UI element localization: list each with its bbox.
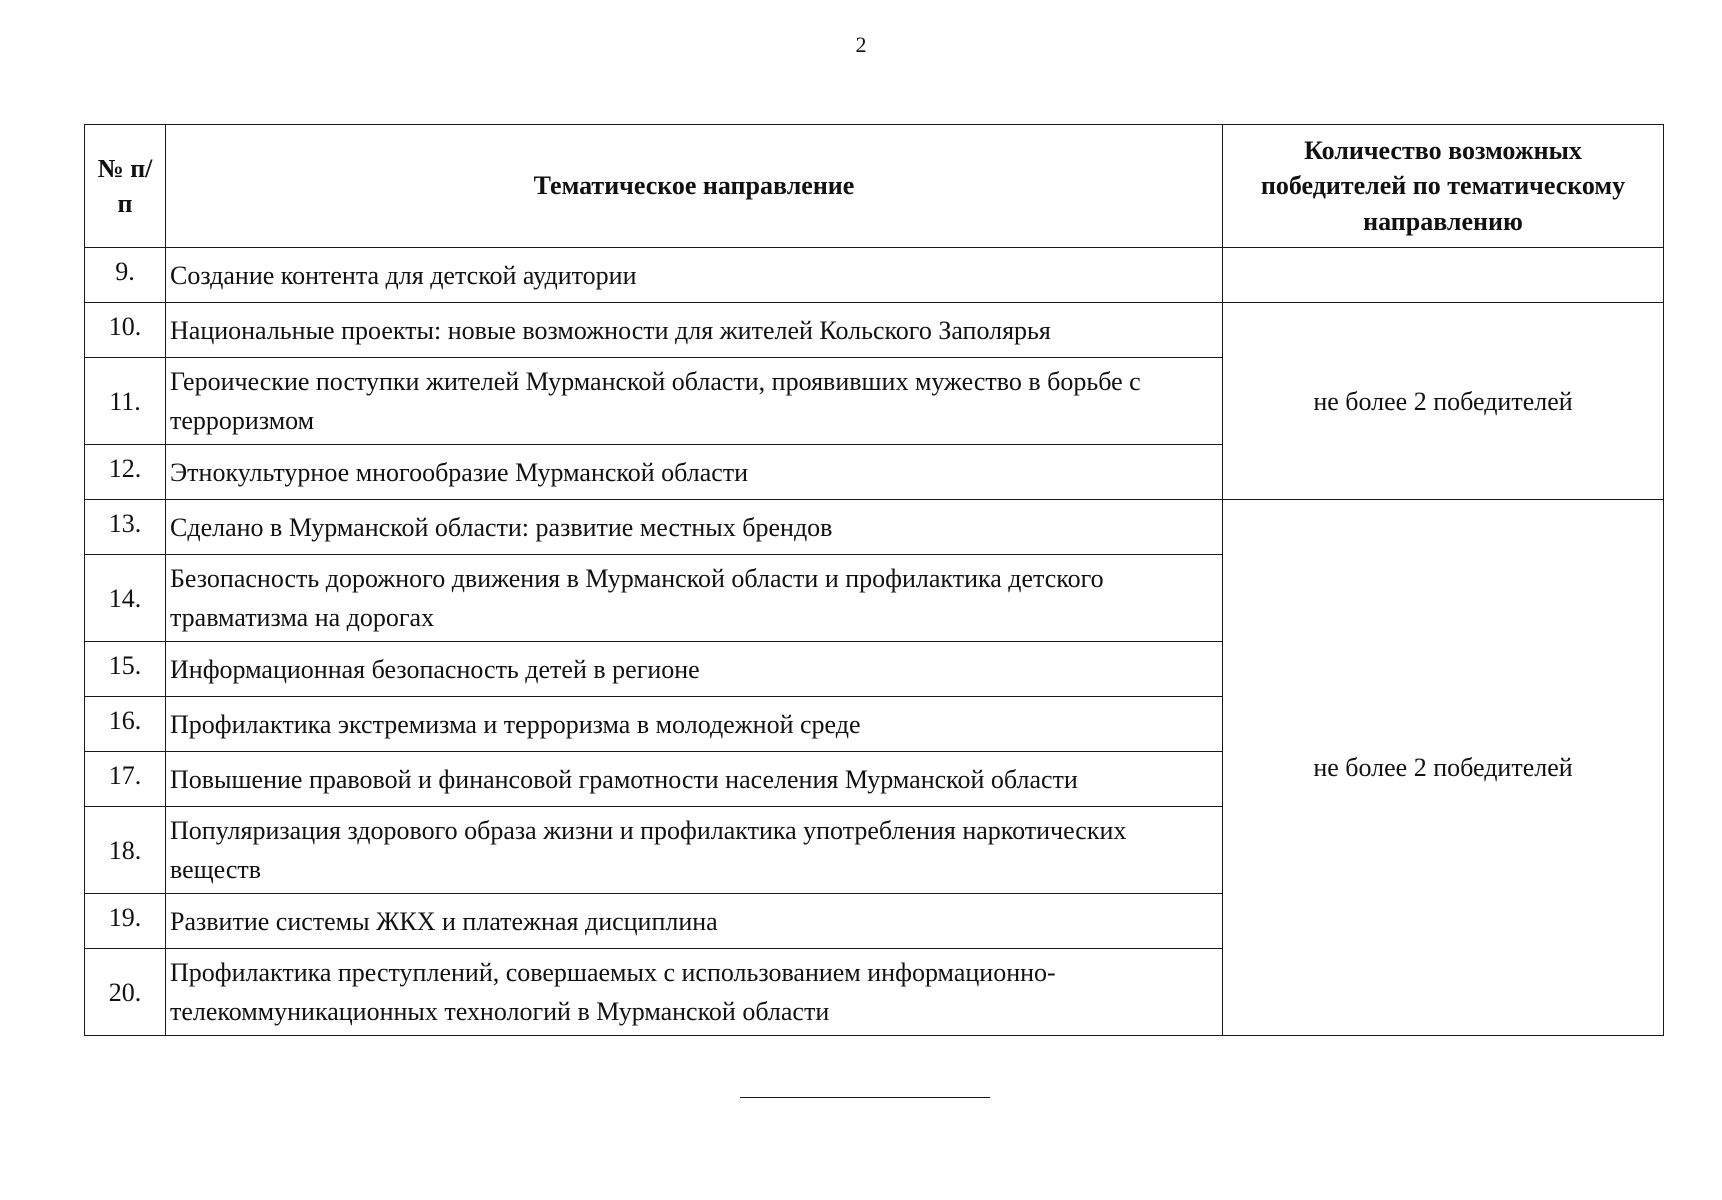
row-number: 17. — [85, 752, 166, 807]
row-topic: Популяризация здорового образа жизни и профилактика употребления наркотических веществ — [166, 807, 1223, 894]
row-number: 16. — [85, 697, 166, 752]
row-topic: Сделано в Мурманской области: развитие местных брендов — [166, 500, 1223, 555]
winners-count-cell: не более 2 победителей — [1223, 303, 1664, 500]
row-topic: Национальные проекты: новые возможности для жителей Кольского Заполярья — [166, 303, 1223, 358]
header-topic: Тематическое направление — [166, 125, 1223, 248]
header-number: № п/п — [85, 125, 166, 248]
table-row — [85, 248, 1664, 303]
row-number: 9. — [85, 248, 166, 303]
row-number: 13. — [85, 500, 166, 555]
row-number: 20. — [85, 949, 166, 1036]
row-topic: Создание контента для детской аудитории — [166, 248, 1223, 303]
row-number: 10. — [85, 303, 166, 358]
row-topic: Этнокультурное многообразие Мурманской области — [166, 445, 1223, 500]
page-number: 2 — [855, 32, 867, 57]
row-topic: Информационная безопасность детей в регионе — [166, 642, 1223, 697]
row-number: 14. — [85, 555, 166, 642]
row-topic: Профилактика преступлений, совершаемых с использованием информационно-телекоммуникационных технологий в Мурманской области — [166, 949, 1223, 1036]
table-header-row — [85, 125, 1664, 248]
row-topic: Профилактика экстремизма и терроризма в молодежной среде — [166, 697, 1223, 752]
row-number: 19. — [85, 894, 166, 949]
row-topic: Развитие системы ЖКХ и платежная дисциплина — [166, 894, 1223, 949]
row-topic: Безопасность дорожного движения в Мурманской области и профилактика детского травматизма на дорогах — [166, 555, 1223, 642]
table-row — [85, 303, 1664, 358]
table-row — [85, 500, 1664, 555]
row-topic: Героические поступки жителей Мурманской области, проявивших мужество в борьбе с терроризмом — [166, 358, 1223, 445]
end-of-document-rule — [740, 1097, 990, 1098]
winners-count-cell: не более 2 победителей — [1223, 500, 1664, 1036]
row-number: 18. — [85, 807, 166, 894]
winners-count-cell — [1223, 248, 1664, 303]
row-number: 11. — [85, 358, 166, 445]
row-topic: Повышение правовой и финансовой грамотности населения Мурманской области — [166, 752, 1223, 807]
row-number: 12. — [85, 445, 166, 500]
thematic-directions-table — [84, 124, 1664, 1036]
row-number: 15. — [85, 642, 166, 697]
header-count: Количество возможных победителей по тематическому направлению — [1223, 125, 1664, 248]
